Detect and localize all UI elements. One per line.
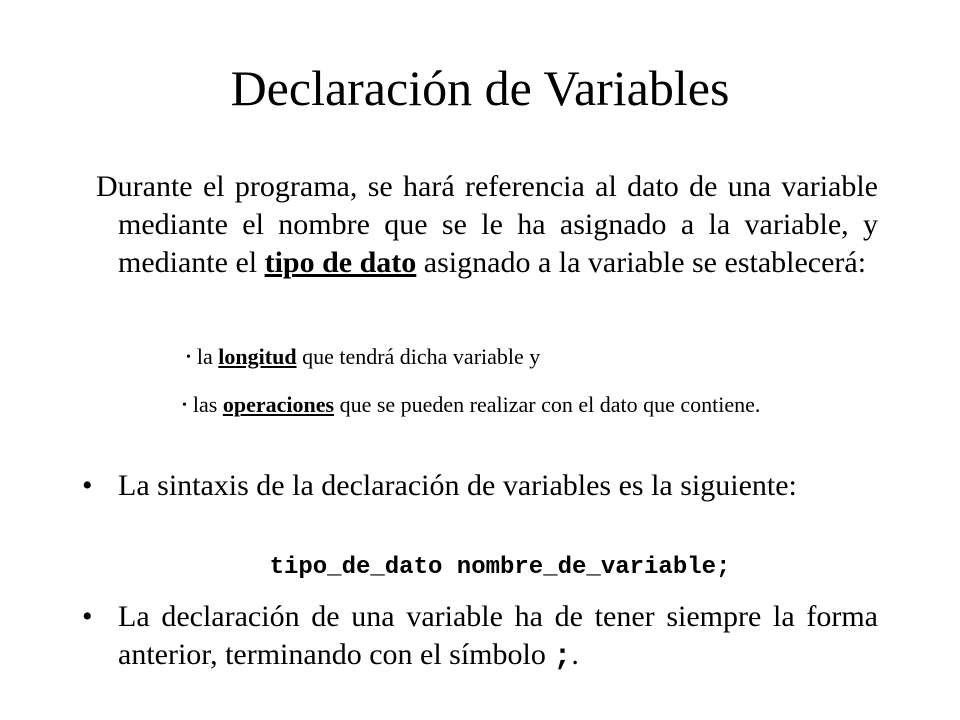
bullet-form-text: La declaración de una variable ha de tener siempre la forma anterior, terminando con el símbolo: [118, 600, 878, 671]
syntax-code: tipo_de_dato nombre_de_variable;: [269, 554, 731, 581]
intro-paragraph: [96, 168, 878, 282]
sub-item-text-start: la: [196, 344, 219, 369]
sub-item-operaciones: [182, 390, 880, 421]
intro-text-start: Durante el programa, se hará referencia al dato de una variable mediante el nombre que se le ha asignado a la variable, y mediante el: [96, 170, 878, 279]
sub-item-text-end: que se pueden realizar con el dato que contiene.: [334, 392, 761, 417]
sub-item-emphasis-operaciones: operaciones: [222, 392, 335, 417]
bullet-icon: •: [182, 398, 187, 413]
sub-item-text-end: que tendrá dicha variable y: [296, 344, 541, 369]
bullet-icon: •: [82, 469, 93, 502]
sub-item-emphasis-longitud: longitud: [218, 344, 297, 369]
intro-emphasis-tipo-de-dato: tipo de dato: [264, 246, 417, 279]
sub-item-longitud: [186, 342, 886, 373]
bullet-icon: •: [82, 600, 93, 633]
sub-item-text-start: las: [192, 392, 223, 417]
bullet-form-end: .: [571, 638, 579, 671]
semicolon-code: ;: [553, 640, 572, 674]
bullet-form: [82, 598, 878, 676]
bullet-syntax-text: La sintaxis de la declaración de variables es la siguiente:: [118, 469, 797, 502]
bullet-icon: •: [186, 350, 191, 365]
slide-title: Declaración de Variables: [230, 60, 730, 116]
intro-text-end: asignado a la variable se establecerá:: [416, 246, 867, 279]
bullet-syntax: [82, 467, 878, 505]
